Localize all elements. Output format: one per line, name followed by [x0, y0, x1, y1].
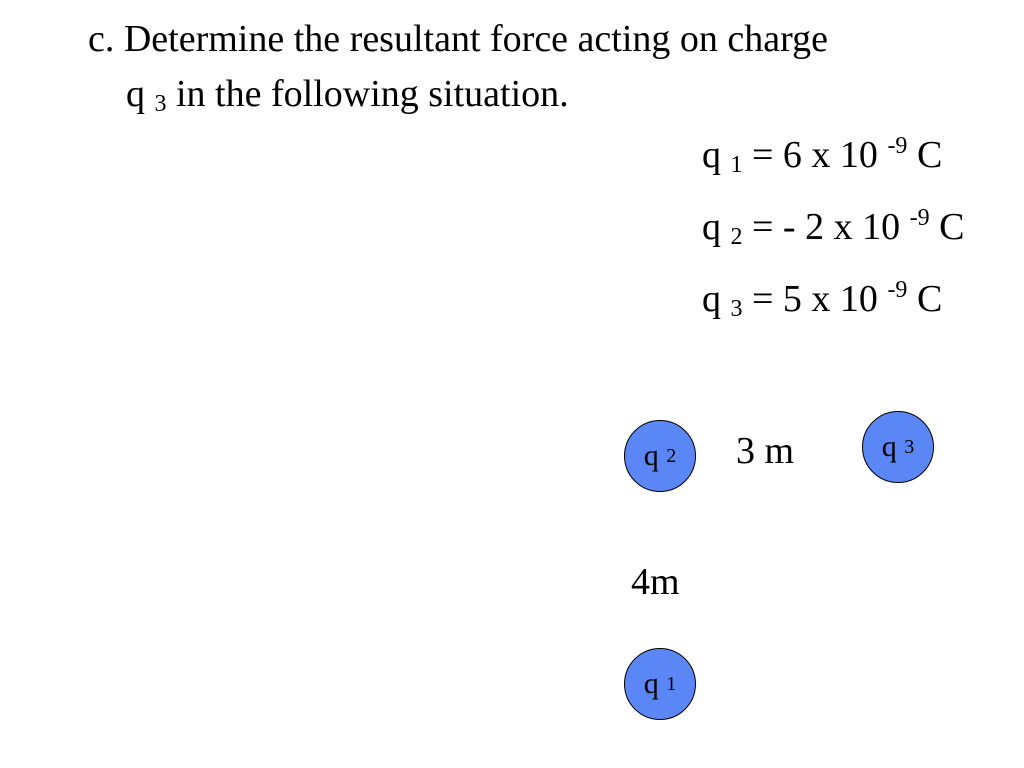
charge-q3-circle	[862, 411, 934, 483]
distance-q2-q3-label: 3 m	[736, 430, 795, 472]
value-subscript: 3	[730, 296, 743, 322]
question-line-2-rest: in the following situation.	[166, 73, 569, 115]
value-equation: = 5 x 10	[742, 278, 888, 320]
value-equation: = 6 x 10	[742, 134, 888, 176]
value-equation: = - 2 x 10	[742, 206, 910, 248]
value-exponent: -9	[909, 205, 930, 231]
question-line-1: c. Determine the resultant force acting on charge	[88, 18, 828, 60]
question-charge-subscript: 3	[154, 91, 167, 117]
charge-label-subscript: 2	[666, 444, 677, 467]
question-text	[88, 12, 828, 132]
value-symbol: q	[702, 278, 721, 320]
charge-q2-circle	[624, 420, 696, 492]
distance-q2-q1-label: 4m	[631, 561, 680, 603]
charge-label-subscript: 1	[666, 672, 677, 695]
value-exponent: -9	[887, 133, 908, 159]
value-symbol: q	[702, 206, 721, 248]
charge-value-q3	[702, 264, 964, 336]
question-charge-symbol: q	[126, 73, 145, 115]
value-exponent: -9	[887, 277, 908, 303]
charge-label-symbol: q	[643, 439, 659, 472]
value-unit: C	[929, 206, 965, 248]
charge-label-symbol: q	[881, 430, 897, 463]
value-subscript: 1	[730, 152, 743, 178]
value-symbol: q	[702, 134, 721, 176]
value-unit: C	[907, 134, 943, 176]
value-subscript: 2	[730, 224, 743, 250]
charge-q1-circle	[624, 648, 696, 720]
charge-value-q1	[702, 120, 964, 192]
charge-label-subscript: 3	[904, 435, 915, 458]
charge-values-list	[702, 120, 964, 336]
charge-value-q2	[702, 192, 964, 264]
charge-label-symbol: q	[643, 667, 659, 700]
value-unit: C	[907, 278, 943, 320]
